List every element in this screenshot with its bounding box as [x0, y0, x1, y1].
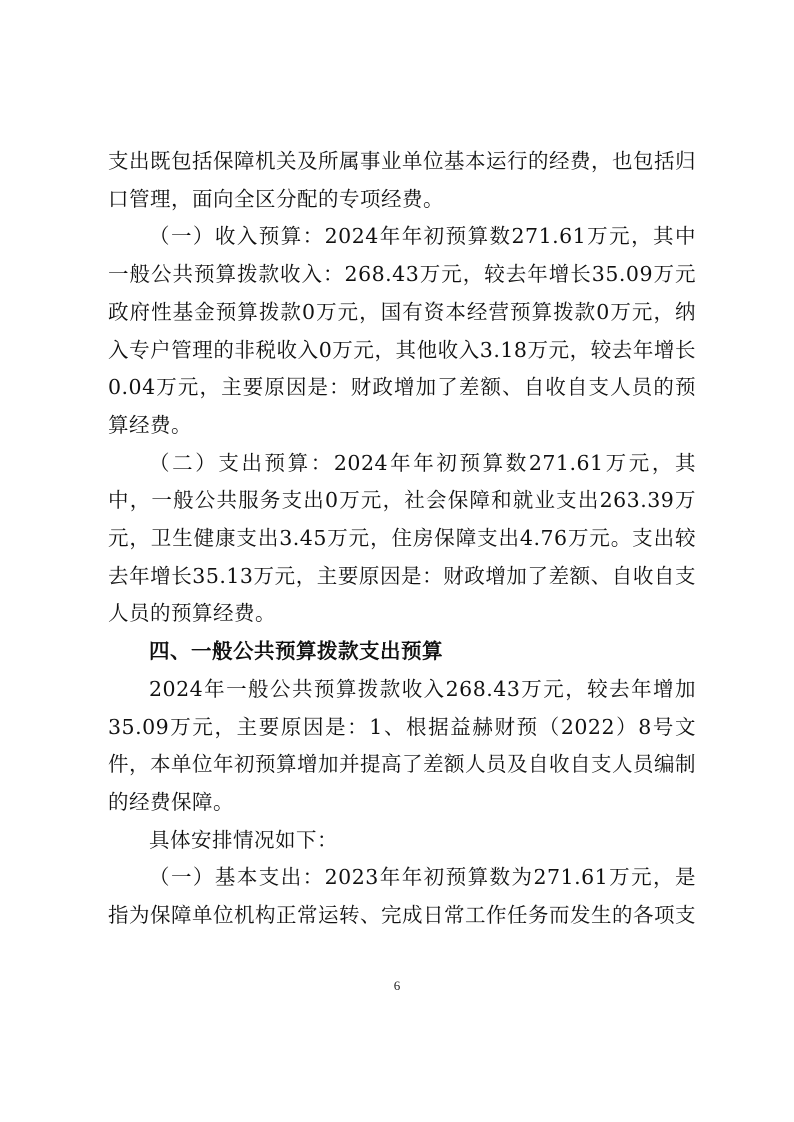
paragraph-expenditure-budget: （二）支出预算：2024年年初预算数271.61万元，其中，一般公共服务支出0万元，社会保障和就业支出263.39万元，卫生健康支出3.45万元，住房保障支出4.76万元。支出较去年增长35.13万元，主要原因是：财政增加了差额、自收自支人员的预算经费。	[108, 450, 696, 626]
section-heading: 四、一般公共预算拨款支出预算	[149, 639, 443, 664]
paragraph-basic-expenditure: （一）基本支出：2023年年初预算数为271.61万元，是指为保障单位机构正常运转、完成日常工作任务而发生的各项支	[108, 865, 696, 928]
paragraph-continuation: 支出既包括保障机关及所属事业单位基本运行的经费，也包括归口管理，面向全区分配的专项经费。	[108, 149, 696, 211]
paragraph-appropriation-summary: 2024年一般公共预算拨款收入268.43万元，较去年增加35.09万元，主要原因是：1、根据益赫财预（2022）8号文件，本单位年初预算增加并提高了差额人员及自收自支人员编制的经费保障。	[108, 676, 696, 814]
paragraph-income-budget: （一）收入预算：2024年年初预算数271.61万元，其中一般公共预算拨款收入：268.43万元，较去年增长35.09万元政府性基金预算拨款0万元，国有资本经营预算拨款0万元，纳入专户管理的非税收入0万元，其他收入3.18万元，较去年增长0.04万元，主要原因是：财政增加了差额、自收自支人员的预算经费。	[108, 224, 696, 437]
paragraph-arrangement-intro: 具体安排情况如下：	[149, 827, 338, 852]
document-body	[108, 143, 696, 935]
page-number: 6	[393, 978, 401, 993]
